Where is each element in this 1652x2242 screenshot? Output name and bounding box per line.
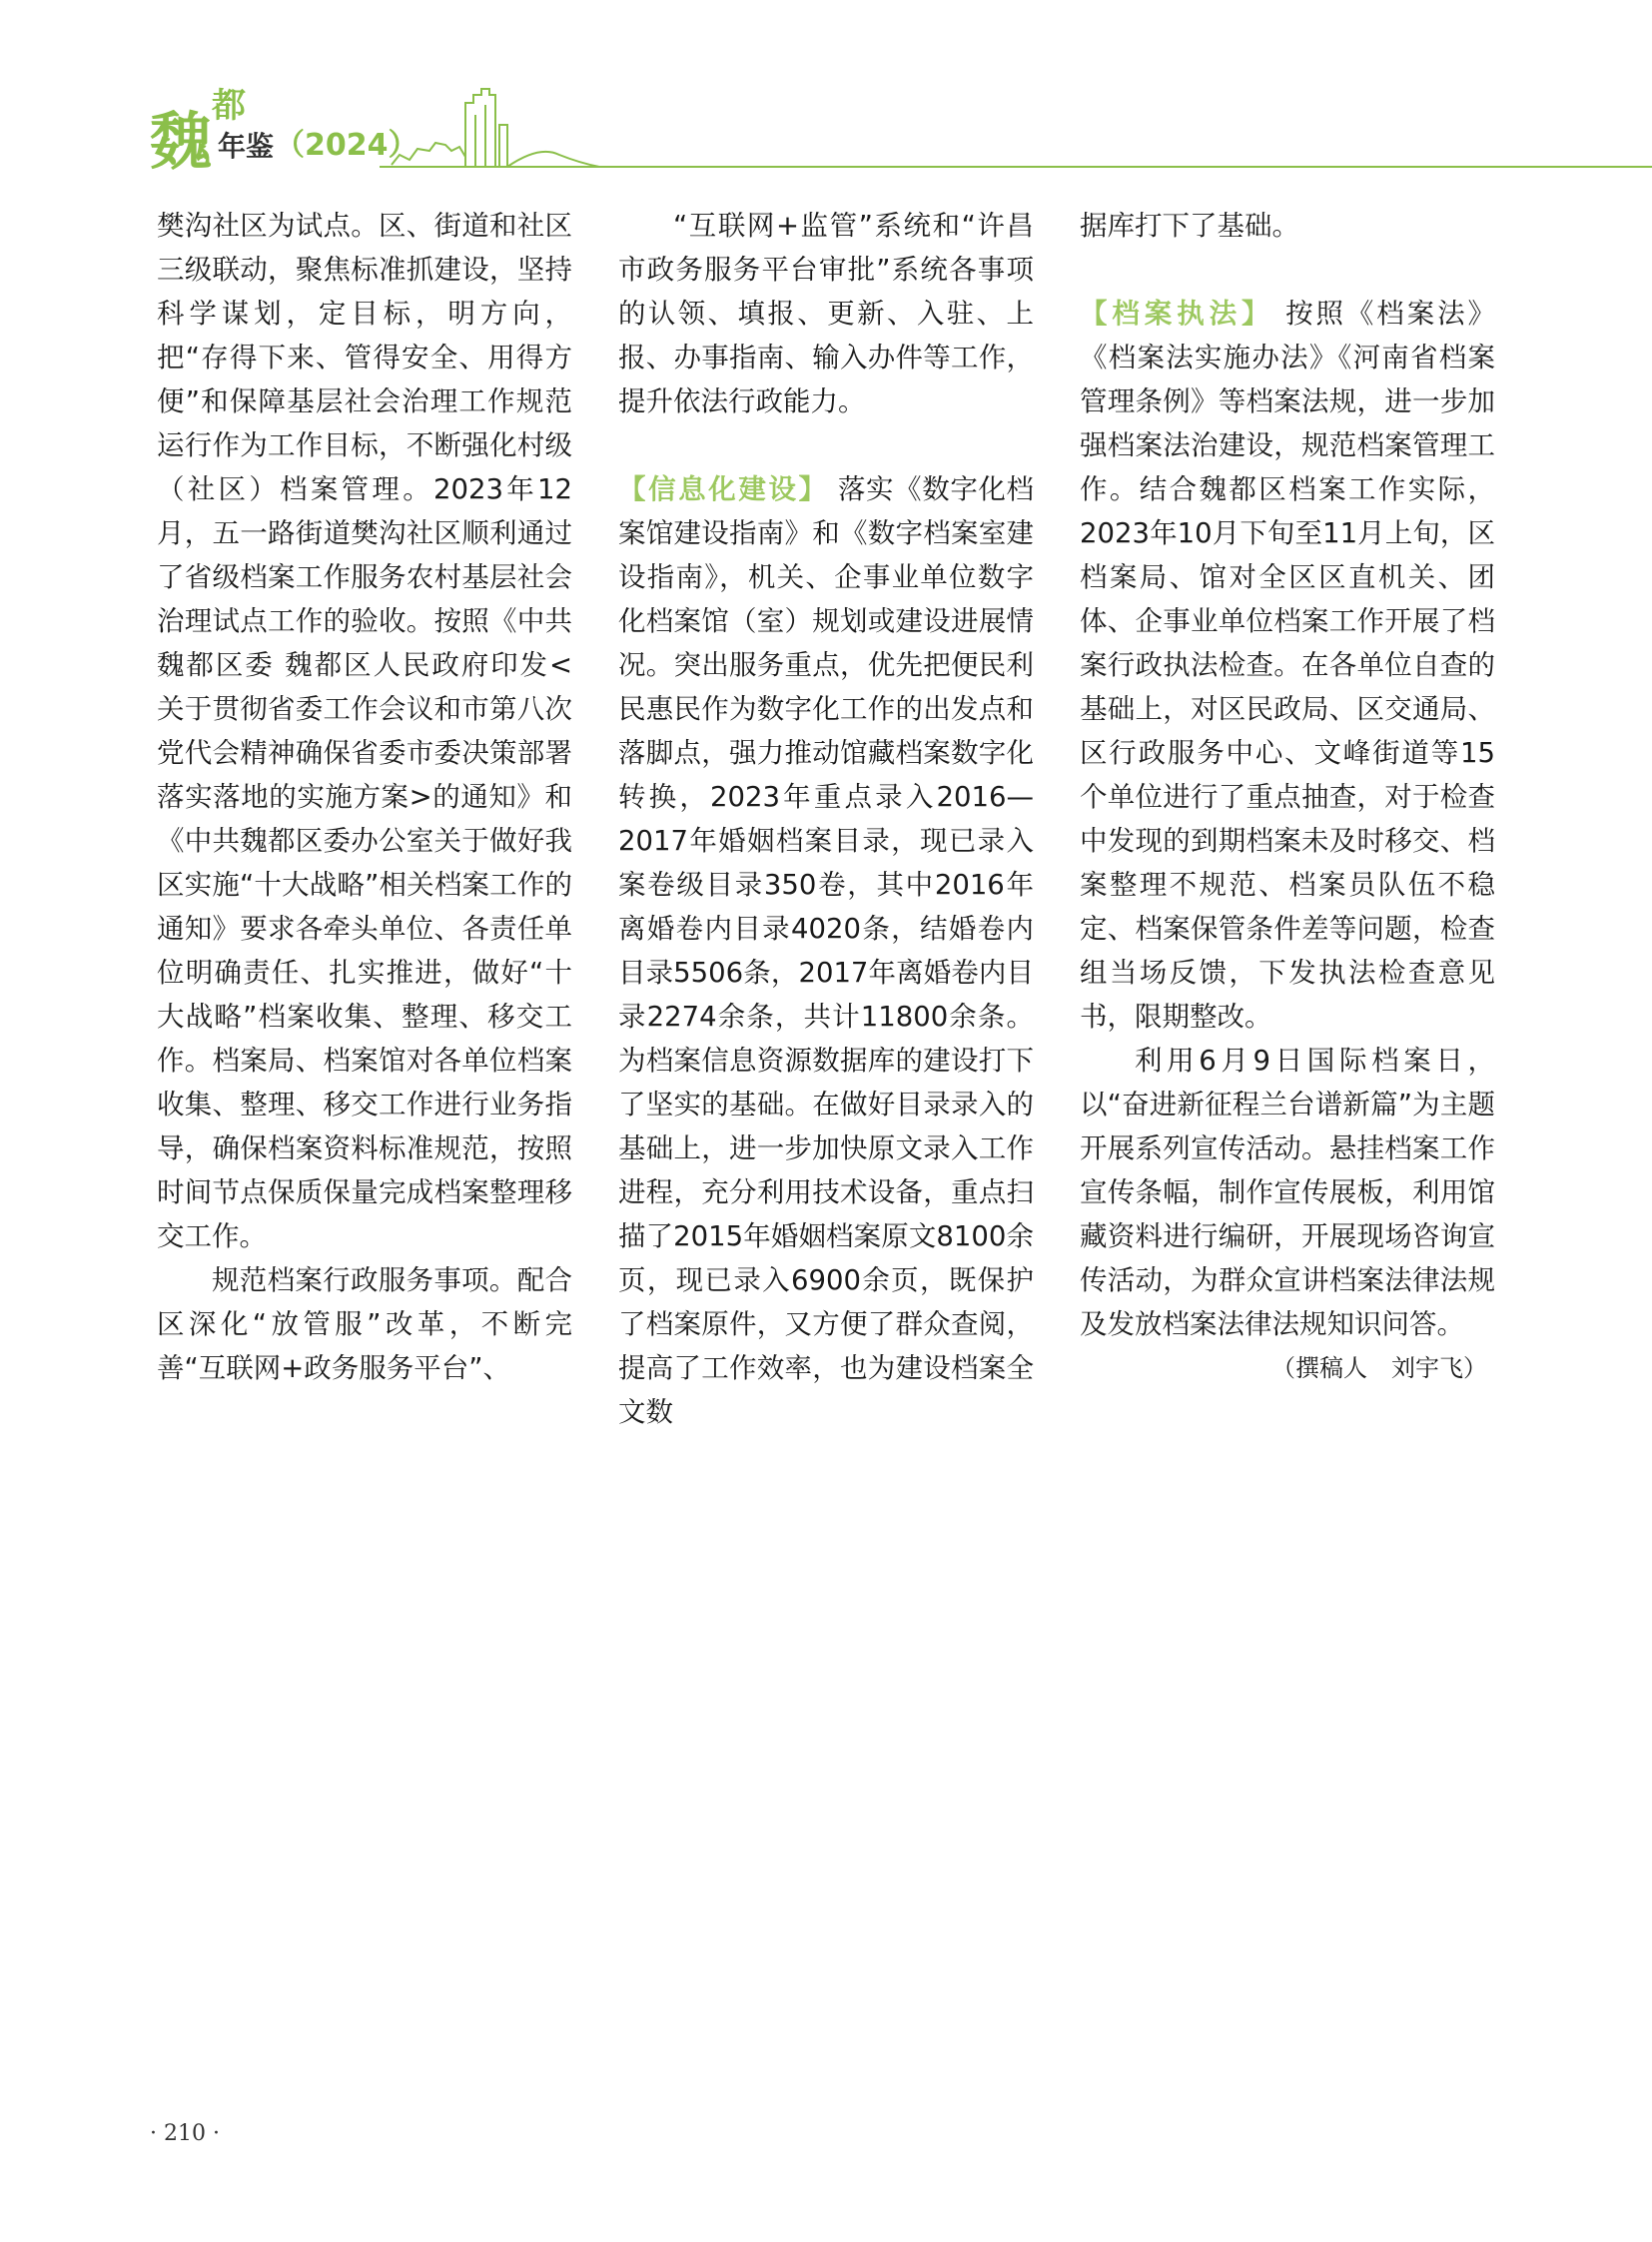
logo-wei: 魏: [150, 105, 213, 178]
column-1: [157, 204, 572, 1390]
section-title-law-enforcement: 【档案执法】: [1080, 298, 1274, 330]
section-paragraph: [618, 467, 1034, 1434]
column-3: [1080, 204, 1495, 1390]
paragraph: 据库打下了基础。: [1080, 210, 1299, 242]
logo-du: 都: [212, 86, 246, 126]
paragraph: “互联网+监管”系统和“许昌市政务服务平台审批”系统各事项的认领、填报、更新、入驻、上报、办事指南、输入办件等工作，提升依法行政能力。: [618, 210, 1034, 417]
paragraph-text: 落实《数字化档案馆建设指南》和《数字档案室建设指南》，机关、企事业单位数字化档案馆（室）规划或建设进展情况。突出服务重点，优先把便民利民惠民作为数字化工作的出发点和落脚点，强力推动馆藏档案数字化转换，2023年重点录入2016—2017年婚姻档案目录，现已录入案卷级目录350卷，其中2016年离婚卷内目录4020条，结婚卷内目录5506条，2017年离婚卷内目录2274余条，共计11800余条。为档案信息资源数据库的建设打下了坚实的基础。在做好目录录入的基础上，进一步加快原文录入工作进程，充分利用技术设备，重点扫描了2015年婚姻档案原文8100余页，现已录入6900余页，既保护了档案原件，又方便了群众查阅，提高了工作效率，也为建设档案全文数: [618, 473, 1035, 1428]
author-signature: （撰稿人 刘宇飞）: [1271, 1354, 1487, 1382]
page-number: · 210 ·: [150, 2121, 220, 2146]
logo-nianjian: 年鉴: [218, 130, 275, 163]
section-paragraph: [1080, 292, 1495, 1039]
page-header: [0, 85, 1652, 185]
paragraph: 利用6月9日国际档案日，以“奋进新征程兰台谱新篇”为主题开展系列宣传活动。悬挂档案工作宣传条幅，制作宣传展板，利用馆藏资料进行编研，开展现场咨询宣传活动，为群众宣讲档案法律法规及发放档案法律法规知识问答。: [1080, 1045, 1495, 1340]
logo-year: （2024）: [275, 128, 418, 163]
section-title-informatization: 【信息化建设】: [618, 473, 829, 505]
spacer: [618, 423, 1034, 467]
paragraph: 樊沟社区为试点。区、街道和社区三级联动，聚焦标准抓建设，坚持科学谋划，定目标，明方向，把“存得下来、管得安全、用得方便”和保障基层社会治理工作规范运行作为工作目标，不断强化村级（社区）档案管理。2023年12月，五一路街道樊沟社区顺利通过了省级档案工作服务农村基层社会治理试点工作的验收。按照《中共魏都区委 魏都区人民政府印发<关于贯彻省委工作会议和市第八次党代会精神确保省委市委决策部署落实落地的实施方案>的通知》和《中共魏都区委办公室关于做好我区实施“十大战略”相关档案工作的通知》要求各牵头单位、各责任单位明确责任、扎实推进，做好“十大战略”档案收集、整理、移交工作。档案局、档案馆对各单位档案收集、整理、移交工作进行业务指导，确保档案资料标准规范，按照时间节点保质保量完成档案整理移交工作。: [157, 210, 572, 1252]
column-2: [618, 204, 1034, 1434]
spacer: [1080, 248, 1495, 292]
paragraph: 规范档案行政服务事项。配合区深化“放管服”改革，不断完善“互联网+政务服务平台”、: [157, 1264, 572, 1384]
paragraph-text: 按照《档案法》《档案法实施办法》《河南省档案管理条例》等档案法规，进一步加强档案法治建设，规范档案管理工作。结合魏都区档案工作实际，2023年10月下旬至11月上旬，区档案局、馆对全区区直机关、团体、企事业单位档案工作开展了档案行政执法检查。在各单位自查的基础上，对区民政局、区交通局、区行政服务中心、文峰街道等15个单位进行了重点抽查，对于检查中发现的到期档案未及时移交、档案整理不规范、档案员队伍不稳定、档案保管条件差等问题，检查组当场反馈，下发执法检查意见书，限期整改。: [1080, 298, 1496, 1033]
